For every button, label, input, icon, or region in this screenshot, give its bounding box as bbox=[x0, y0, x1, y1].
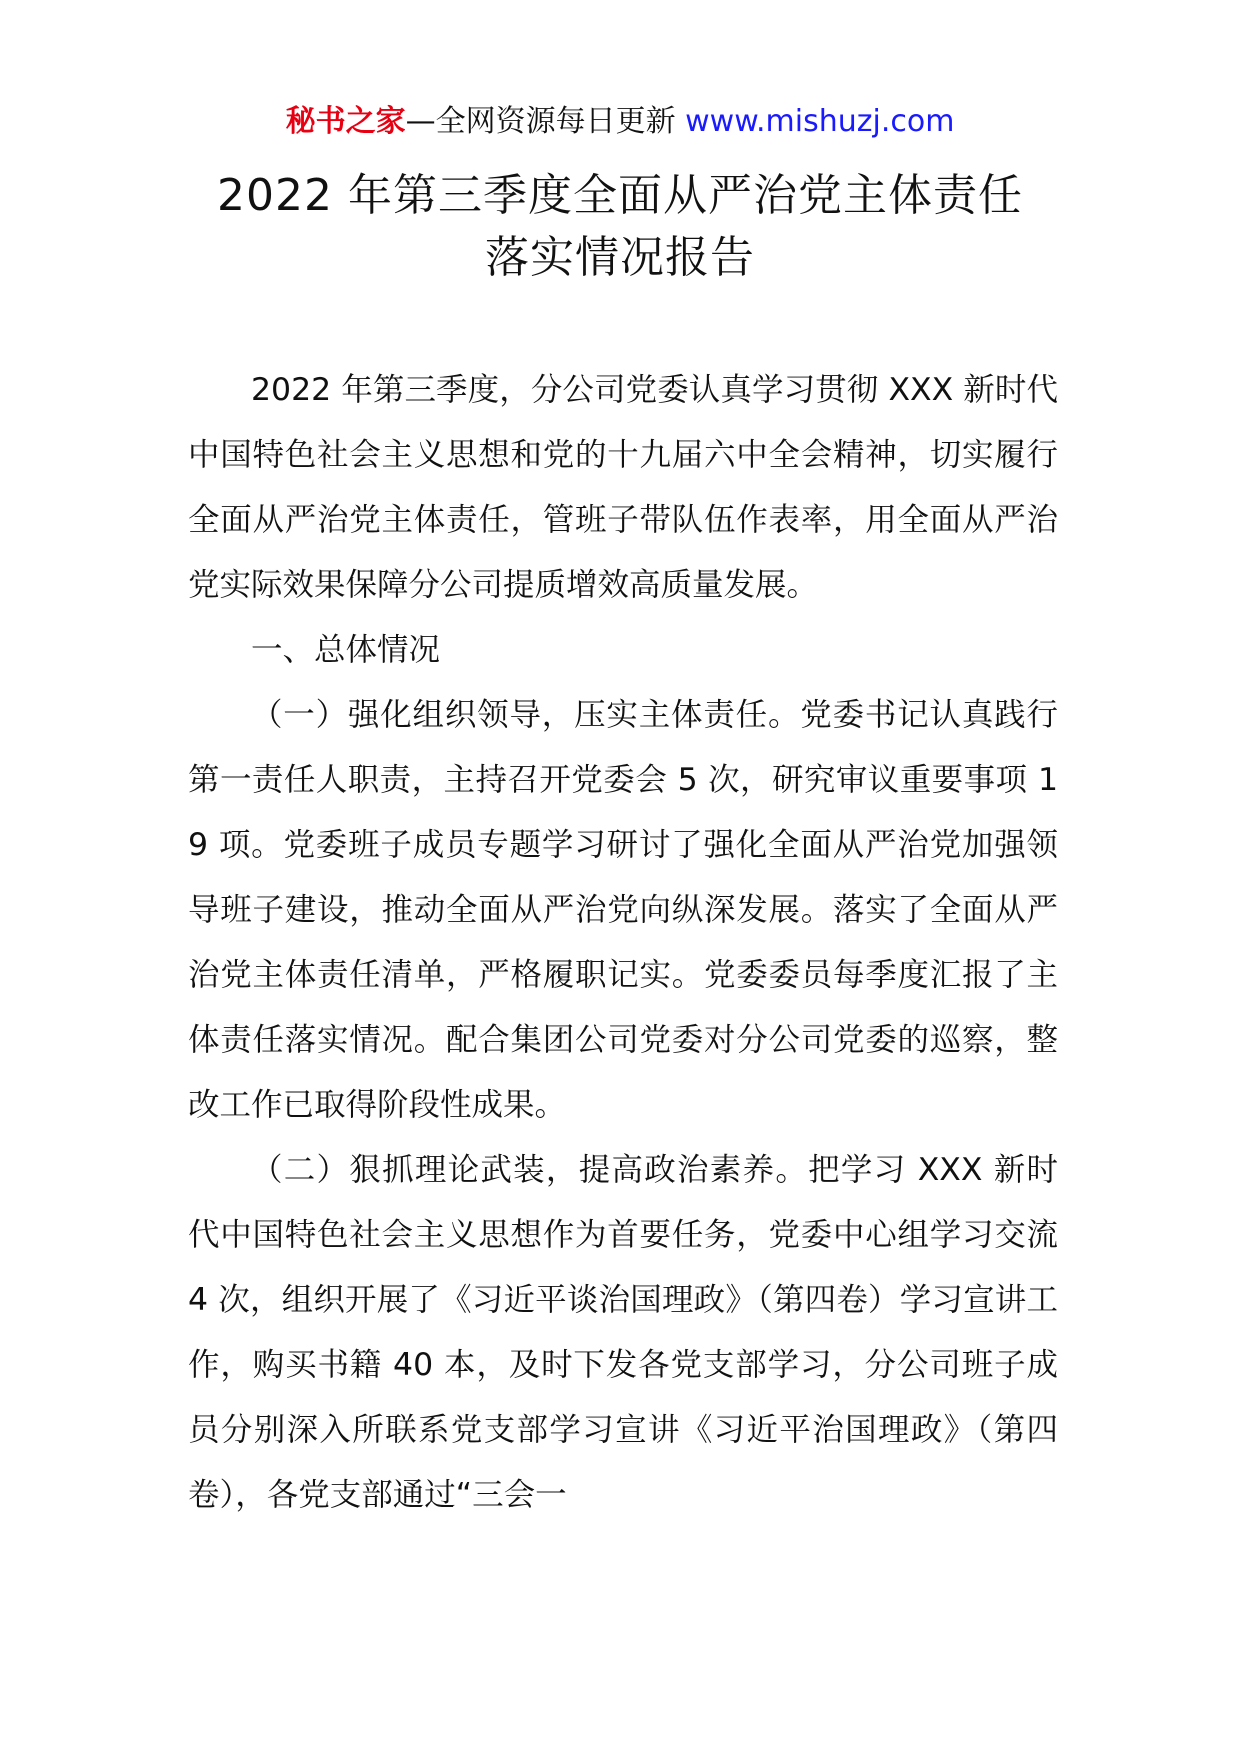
site-url-link[interactable]: www.mishuzj.com bbox=[685, 104, 955, 139]
section-heading-1: 一、总体情况 bbox=[251, 632, 441, 668]
paragraph-theory-study: （二）狠抓理论武装，提高政治素养。把学习 XXX 新时代中国特色社会主义思想作为首要任务，党委中心组学习交流 4 次，组织开展了《习近平谈治国理政》（第四卷）学习宣讲工作，购买书籍 40 本，及时下发各党支部学习，分公司班子成员分别深入所联系党支部学习宣讲《习近平治国理政》（第四卷），各党支部通过“三会一 bbox=[188, 1152, 1058, 1513]
title-line-2: 落实情况报告 bbox=[485, 232, 755, 283]
document-title bbox=[160, 165, 1080, 289]
header-slogan: —全网资源每日更新 bbox=[405, 104, 686, 139]
paragraph-organization-leadership: （一）强化组织领导，压实主体责任。党委书记认真践行第一责任人职责，主持召开党委会 5 次，研究审议重要事项 19 项。党委班子成员专题学习研讨了强化全面从严治党加强领导班子建设，推动全面从严治党向纵深发展。落实了全面从严治党主体责任清单，严格履职记实。党委委员每季度汇报了主体责任落实情况。配合集团公司党委对分公司党委的巡察，整改工作已取得阶段性成果。 bbox=[188, 697, 1058, 1123]
intro-paragraph: 2022 年第三季度，分公司党委认真学习贯彻 XXX 新时代中国特色社会主义思想和党的十九届六中全会精神，切实履行全面从严治党主体责任，管班子带队伍作表率，用全面从严治党实际效果保障分公司提质增效高质量发展。 bbox=[188, 372, 1058, 603]
document-body bbox=[188, 358, 1058, 1528]
title-line-1: 2022 年第三季度全面从严治党主体责任 bbox=[217, 170, 1023, 221]
site-header bbox=[0, 100, 1240, 144]
brand-name: 秘书之家 bbox=[285, 104, 406, 139]
